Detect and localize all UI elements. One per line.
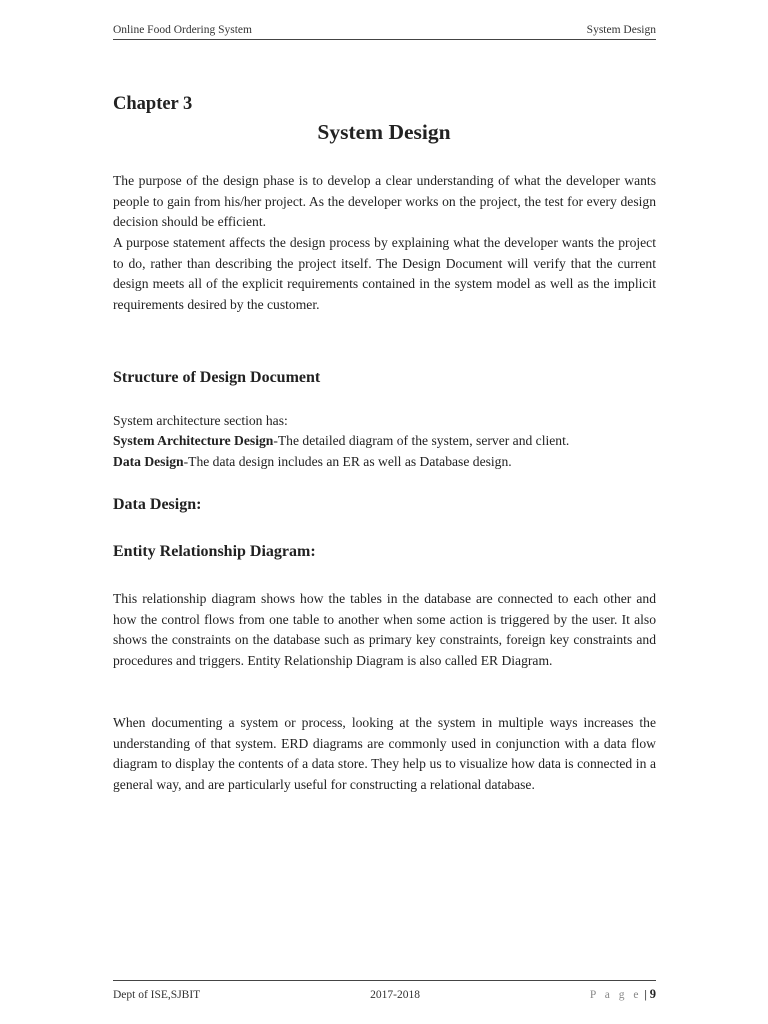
erd-paragraph-2: When documenting a system or process, looking at the system in multiple ways increases the understanding of that system. ERD diagrams are commonly used in conjunction with a data flow diagram to display the contents of a data store. They help us to visualize how data is connected in a general way, and are particularly useful for constructing a relational database. [113,715,656,792]
intro-paragraph-2: A purpose statement affects the design process by explaining what the developer wants the project to do, rather than describing the project itself. The Design Document will verify that the current design meets all of the explicit requirements contained in the system model as well as the implicit requirements desired by the customer. [113,235,656,312]
footer-page-number: 9 [649,987,656,1001]
footer-page-label: P a g e [589,989,642,1001]
data-design-heading: Data Design: [113,496,202,513]
footer-year: 2017-2018 [370,989,420,1001]
footer-page-separator: | [644,989,647,1001]
erd-paragraph-1: This relationship diagram shows how the tables in the database are connected to each other and how the control flows from one table to another when some action is triggered by the user. It also shows the constraints on the database such as primary key constraints, foreign key constraints and procedures and triggers. Entity Relationship Diagram is also called ER Diagram. [113,591,656,668]
header-section-title: System Design [586,24,656,36]
header-document-title: Online Food Ordering System [113,24,252,36]
footer-page-indicator [590,987,656,1002]
footer-department: Dept of ISE,SJBIT [113,989,201,1001]
structure-item-term: Data Design [113,454,184,469]
structure-item-term: System Architecture Design [113,433,274,448]
page-header [113,24,656,40]
structure-heading: Structure of Design Document [113,369,321,386]
intro-paragraph-1: The purpose of the design phase is to develop a clear understanding of what the developer wants people to gain from his/her project. As the developer works on the project, the test for every design decision should be efficient. [113,173,656,230]
erd-heading: Entity Relationship Diagram: [113,543,316,560]
structure-item-desc: -The data design includes an ER as well as Database design. [183,454,512,469]
chapter-title: System Design [317,120,451,144]
chapter-label: Chapter 3 [113,94,193,114]
structure-item-system-architecture [113,431,673,452]
page-footer [113,980,656,1002]
structure-item-data-design [113,452,673,473]
structure-intro-line: System architecture section has: [113,413,288,428]
structure-item-desc: -The detailed diagram of the system, server and client. [273,433,570,448]
